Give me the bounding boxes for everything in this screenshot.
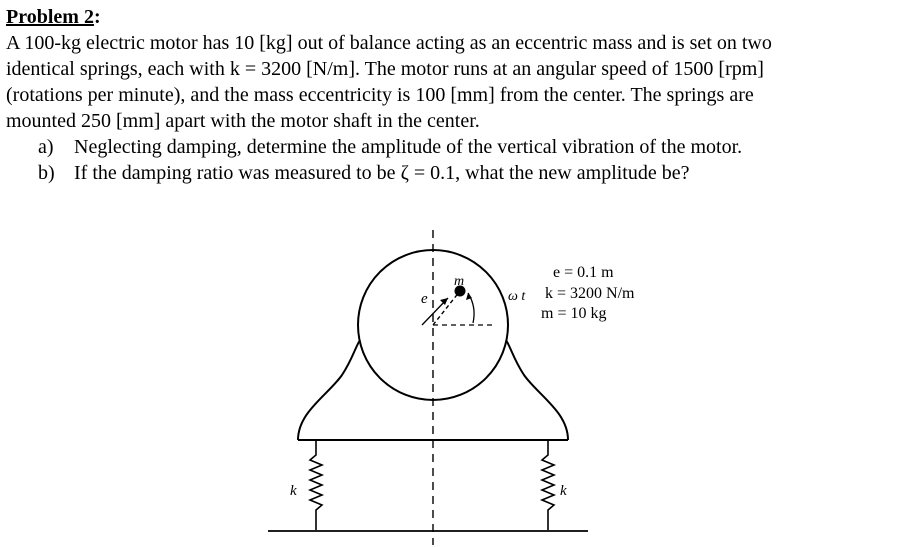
spring-right-label: k bbox=[560, 483, 567, 499]
question-text: Neglecting damping, determine the amplitude of the vertical vibration of the motor. bbox=[74, 136, 743, 158]
question-label: b) bbox=[38, 162, 55, 184]
statement-line: (rotations per minute), and the mass eccentricity is 100 [mm] from the center. The springs are bbox=[6, 84, 754, 106]
eccentricity-arm bbox=[433, 291, 460, 325]
mass-label: m bbox=[454, 274, 465, 289]
spring-left-label: k bbox=[290, 483, 297, 499]
question-label: a) bbox=[38, 136, 54, 158]
param-eccentricity: e = 0.1 m bbox=[553, 264, 614, 281]
problem-title-colon: : bbox=[93, 6, 101, 28]
spring-right bbox=[542, 440, 554, 530]
question-text: If the damping ratio was measured to be ζ = 0.1, what the new amplitude be? bbox=[74, 162, 690, 184]
ecc-label: e bbox=[421, 291, 428, 307]
problem-label: Problem 2 bbox=[6, 6, 94, 28]
eccentricity-arrowhead bbox=[440, 298, 448, 305]
spring-left bbox=[310, 440, 322, 530]
statement-line: A 100-kg electric motor has 10 [kg] out of balance acting as an eccentric mass and is set on two bbox=[6, 32, 772, 54]
param-mass: m = 10 kg bbox=[541, 305, 607, 322]
omega-label: ω t bbox=[508, 289, 526, 304]
statement-line: identical springs, each with k = 3200 [N/m]. The motor runs at an angular speed of 1500 [rpm] bbox=[6, 58, 764, 80]
statement-line: mounted 250 [mm] apart with the motor shaft in the center. bbox=[6, 110, 480, 132]
param-stiffness: k = 3200 N/m bbox=[545, 285, 635, 302]
